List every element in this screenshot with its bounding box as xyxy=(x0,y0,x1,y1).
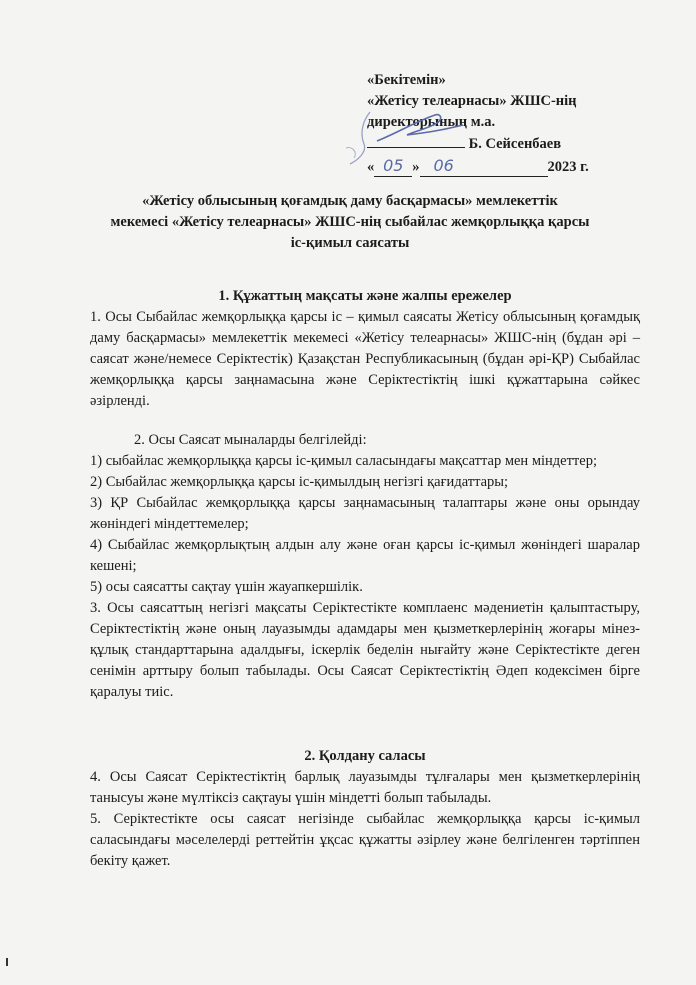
paragraph-2: 2. Осы Саясат мыналарды белгілейді: xyxy=(134,432,367,448)
section-2-body xyxy=(90,767,640,872)
section-1-body xyxy=(90,307,640,703)
paragraph-4: 4. Осы Саясат Серіктестіктің барлық лауазымды тұлғалары мен қызметкерлерінің танысуы және мүлтіксіз сақтауы үшін міндетті болып табылады. xyxy=(90,769,640,806)
date-year: 2023 г. xyxy=(547,159,589,175)
list-item: 2) Сыбайлас жемқорлыққа қарсы іс-қимылдың негізгі қағидаттары; xyxy=(90,474,509,490)
date-quote-open: « xyxy=(367,159,375,175)
title-line-2: мекемесі «Жетісу телеарнасы» ЖШС-нің сыбайлас жемқорлыққа қарсы xyxy=(110,214,590,230)
signer-name: Б. Сейсенбаев xyxy=(468,136,562,152)
date-day: 05 xyxy=(374,155,412,177)
signature-row xyxy=(367,133,667,155)
title-line-1: «Жетісу облысының қоғамдық даму басқармасы» мемлекеттік xyxy=(142,193,558,209)
document-title xyxy=(90,191,610,254)
section-2-heading: 2. Қолдану саласы xyxy=(304,748,426,764)
approval-block xyxy=(367,70,667,178)
list-item: 5) осы саясатты сақтау үшін жауапкершілік. xyxy=(90,579,363,595)
paragraph-5: 5. Серіктестікте осы саясат негізінде сыбайлас жемқорлыққа қарсы іс-қимыл саласындағы мәселелерді реттейтін ұқсас құжатты әзірлеу және белгіленген тәртіппен бекіту қажет. xyxy=(90,811,640,869)
approval-heading: «Бекітемін» xyxy=(367,72,446,88)
approval-company: «Жетісу телеарнасы» ЖШС-нің xyxy=(367,93,577,109)
approval-date xyxy=(367,155,667,178)
title-line-3: іс-қимыл саясаты xyxy=(290,235,410,251)
paragraph-1: 1. Осы Сыбайлас жемқорлыққа қарсы іс – қимыл саясаты Жетісу облысының қоғамдық даму басқармасы» мемлекеттік мекемесі «Жетісу телеарнасы» ЖШС-нің (бұдан әрі – саясат және/немесе Серіктестік) Қазақстан Республикасының (бұдан әрі-ҚР) Сыбайлас жемқорлыққа қарсы заңнамасына және Серіктестіктің ішкі құжаттарына сәйкес әзірленді. xyxy=(90,309,640,409)
signature-line xyxy=(367,133,465,148)
list-item: 3) ҚР Сыбайлас жемқорлыққа қарсы заңнамасының талаптары және оны орындау жөніндегі міндеттемелер; xyxy=(90,495,640,532)
approval-position: директорының м.а. xyxy=(367,114,496,130)
date-quote-close: » xyxy=(412,159,420,175)
section-1-heading: 1. Құжаттың мақсаты және жалпы ережелер xyxy=(218,288,512,304)
list-item: 4) Сыбайлас жемқорлықтың алдын алу және оған қарсы іс-қимыл жөніндегі шаралар кешені; xyxy=(90,537,640,574)
scan-speck xyxy=(6,958,8,966)
paragraph-3: 3. Осы саясаттың негізгі мақсаты Серіктестікте комплаенс мәдениетін қалыптастыру, Серіктестіктің және оның лауазымды адамдары мен қызметкерлерінің жоғары мінез-құлық стандарттарына адалдығы, іскерлік беделін нығайту және Серіктестікте деген сенімін арттыру болып табылады. Осы Саясат Серіктестіктің Әдеп кодексімен бірге қаралуы тиіс. xyxy=(90,600,640,700)
list-item: 1) сыбайлас жемқорлыққа қарсы іс-қимыл саласындағы мақсаттар мен міндеттер; xyxy=(90,453,597,469)
date-month: 06 xyxy=(420,155,548,177)
handwritten-signature xyxy=(367,111,467,147)
